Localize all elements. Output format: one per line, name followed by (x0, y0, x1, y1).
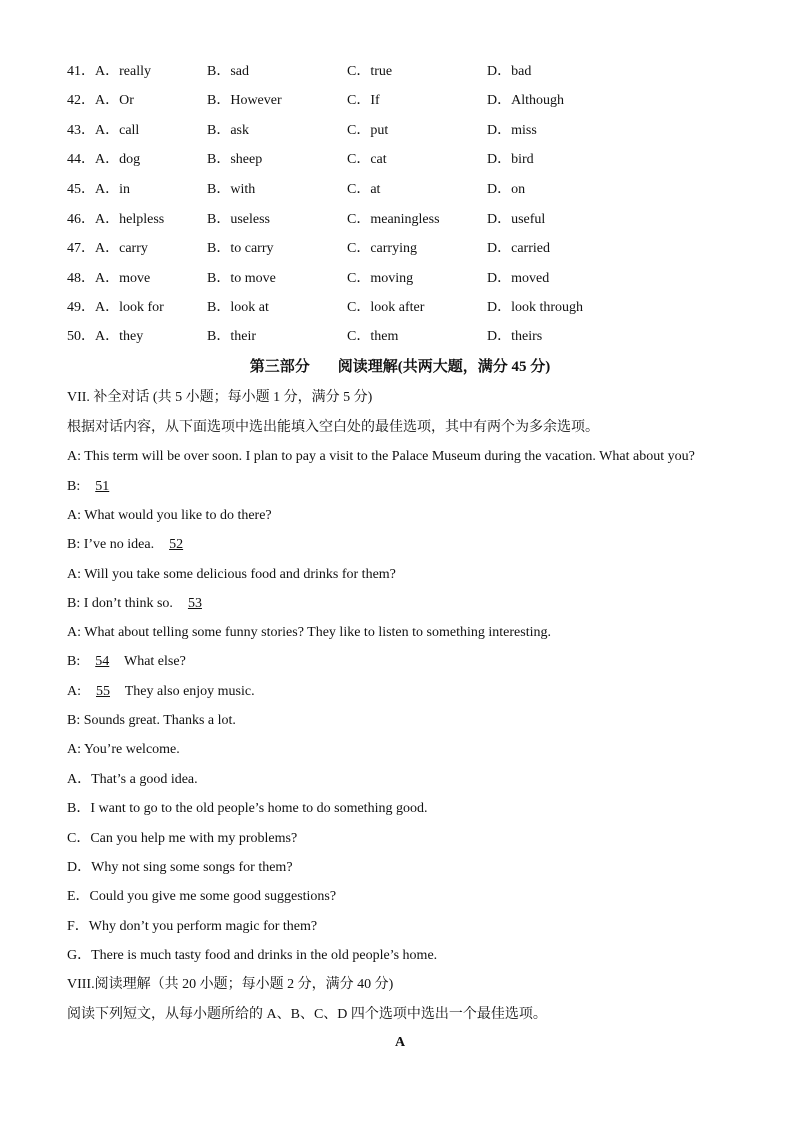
option-b: B．sheep (207, 152, 263, 167)
option-a: 42．A．Or (67, 93, 134, 108)
option-a: 46．A．helpless (67, 212, 165, 227)
option-a: 49．A．look for (67, 300, 164, 315)
part3-title (0, 358, 800, 376)
option-a: 48．A．move (67, 271, 151, 286)
option-c: C．cat (347, 152, 387, 167)
dialogue-line (67, 741, 180, 759)
choice-g: G．There is much tasty food and drinks in the old people’s home. (67, 948, 438, 963)
part3-heading: 阅读理解(共两大题，满分 45 分) (337, 359, 551, 375)
dialogue-line (67, 712, 236, 730)
option-d: D．useful (487, 212, 546, 227)
speaker: B: (67, 654, 81, 669)
option-b: B．look at (207, 300, 269, 315)
dialogue-line (67, 624, 551, 642)
choice-c: C．Can you help me with my problems? (67, 831, 298, 846)
option-b: B．to move (207, 271, 276, 286)
option-row-49 (0, 299, 800, 317)
option-c: C．put (347, 123, 389, 138)
speaker: A: (67, 449, 81, 464)
option-b: B．However (207, 93, 282, 108)
section8-instruction: 阅读下列短文，从每小题所给的 A、B、C、D 四个选项中选出一个最佳选项。 (67, 1007, 547, 1022)
utterance: You’re welcome. (83, 742, 180, 757)
utterance: Sounds great. Thanks a lot. (83, 713, 236, 728)
utterance: I don’t think so. (83, 596, 173, 611)
choice-d: D．Why not sing some songs for them? (67, 860, 293, 875)
utterance: They also enjoy music. (124, 684, 255, 699)
part3-label: 第三部分 (249, 359, 310, 375)
dialogue-line (67, 448, 695, 466)
option-row-42 (0, 92, 800, 110)
speaker: B: (67, 537, 81, 552)
option-c: C．look after (347, 300, 425, 315)
option-b: B．their (207, 329, 256, 344)
option-a: 41．A．really (67, 64, 151, 79)
speaker: A: (67, 567, 81, 582)
option-a: 45．A．in (67, 182, 130, 197)
utterance: What else? (123, 654, 186, 669)
option-d: D．carried (487, 241, 550, 256)
option-b: B．useless (207, 212, 270, 227)
dialogue-line (67, 595, 210, 613)
option-row-43 (0, 122, 800, 140)
blank-53[interactable]: 53 (187, 596, 202, 611)
option-d: D．moved (487, 271, 550, 286)
blank-51[interactable]: 51 (95, 479, 110, 494)
dialogue-line (67, 653, 186, 671)
speaker: B: (67, 479, 81, 494)
option-row-47 (0, 240, 800, 258)
option-d: D．look through (487, 300, 584, 315)
option-c: C．moving (347, 271, 414, 286)
choice-a: A．That’s a good idea. (67, 772, 198, 787)
option-a: 50．A．they (67, 329, 144, 344)
option-d: D．bad (487, 64, 532, 79)
option-c: C．them (347, 329, 399, 344)
option-c: C．carrying (347, 241, 417, 256)
speaker: B: (67, 596, 81, 611)
option-d: D．Although (487, 93, 564, 108)
section7-heading: VII. 补全对话 (共 5 小题；每小题 1 分，满分 5 分) (67, 390, 373, 405)
passage-letter: A (394, 1035, 406, 1050)
blank-52[interactable]: 52 (169, 537, 184, 552)
blank-54[interactable]: 54 (95, 654, 110, 669)
utterance: I’ve no idea. (83, 537, 155, 552)
utterance: What would you like to do there? (84, 508, 272, 523)
option-c: C．true (347, 64, 393, 79)
speaker: A: (67, 684, 81, 699)
choice-e: E．Could you give me some good suggestions? (67, 889, 337, 904)
dialogue-line (67, 683, 255, 701)
option-b: B．sad (207, 64, 249, 79)
speaker: A: (67, 625, 81, 640)
option-row-41 (0, 63, 800, 81)
option-row-45 (0, 181, 800, 199)
option-a: 43．A．call (67, 123, 140, 138)
option-a: 44．A．dog (67, 152, 141, 167)
choice-f: F．Why don’t you perform magic for them? (67, 919, 318, 934)
choice-b: B．I want to go to the old people’s home to do something good. (67, 801, 428, 816)
utterance: This term will be over soon. I plan to pay a visit to the Palace Museum during the vacation. What about you? (84, 449, 695, 464)
option-b: B．to carry (207, 241, 274, 256)
speaker: A: (67, 742, 81, 757)
blank-55[interactable]: 55 (96, 684, 110, 699)
speaker: B: (67, 713, 81, 728)
option-row-44 (0, 151, 800, 169)
section8-heading: VIII.阅读理解（共 20 小题；每小题 2 分，满分 40 分) (67, 977, 394, 992)
option-b: B．with (207, 182, 256, 197)
option-row-50 (0, 328, 800, 346)
option-c: C．meaningless (347, 212, 440, 227)
option-c: C．If (347, 93, 380, 108)
option-b: B．ask (207, 123, 249, 138)
option-d: D．theirs (487, 329, 543, 344)
option-row-48 (0, 270, 800, 288)
dialogue-line (67, 507, 272, 525)
section7-instruction: 根据对话内容，从下面选项中选出能填入空白处的最佳选项，其中有两个为多余选项。 (67, 420, 599, 435)
dialogue-line (67, 566, 396, 584)
option-d: D．miss (487, 123, 537, 138)
option-d: D．bird (487, 152, 534, 167)
utterance: What about telling some funny stories? They like to listen to something interesting. (84, 625, 551, 640)
option-row-46 (0, 211, 800, 229)
utterance: Will you take some delicious food and drinks for them? (84, 567, 396, 582)
speaker: A: (67, 508, 81, 523)
option-a: 47．A．carry (67, 241, 148, 256)
dialogue-line (67, 536, 191, 554)
option-d: D．on (487, 182, 526, 197)
dialogue-line (67, 478, 117, 496)
option-c: C．at (347, 182, 381, 197)
